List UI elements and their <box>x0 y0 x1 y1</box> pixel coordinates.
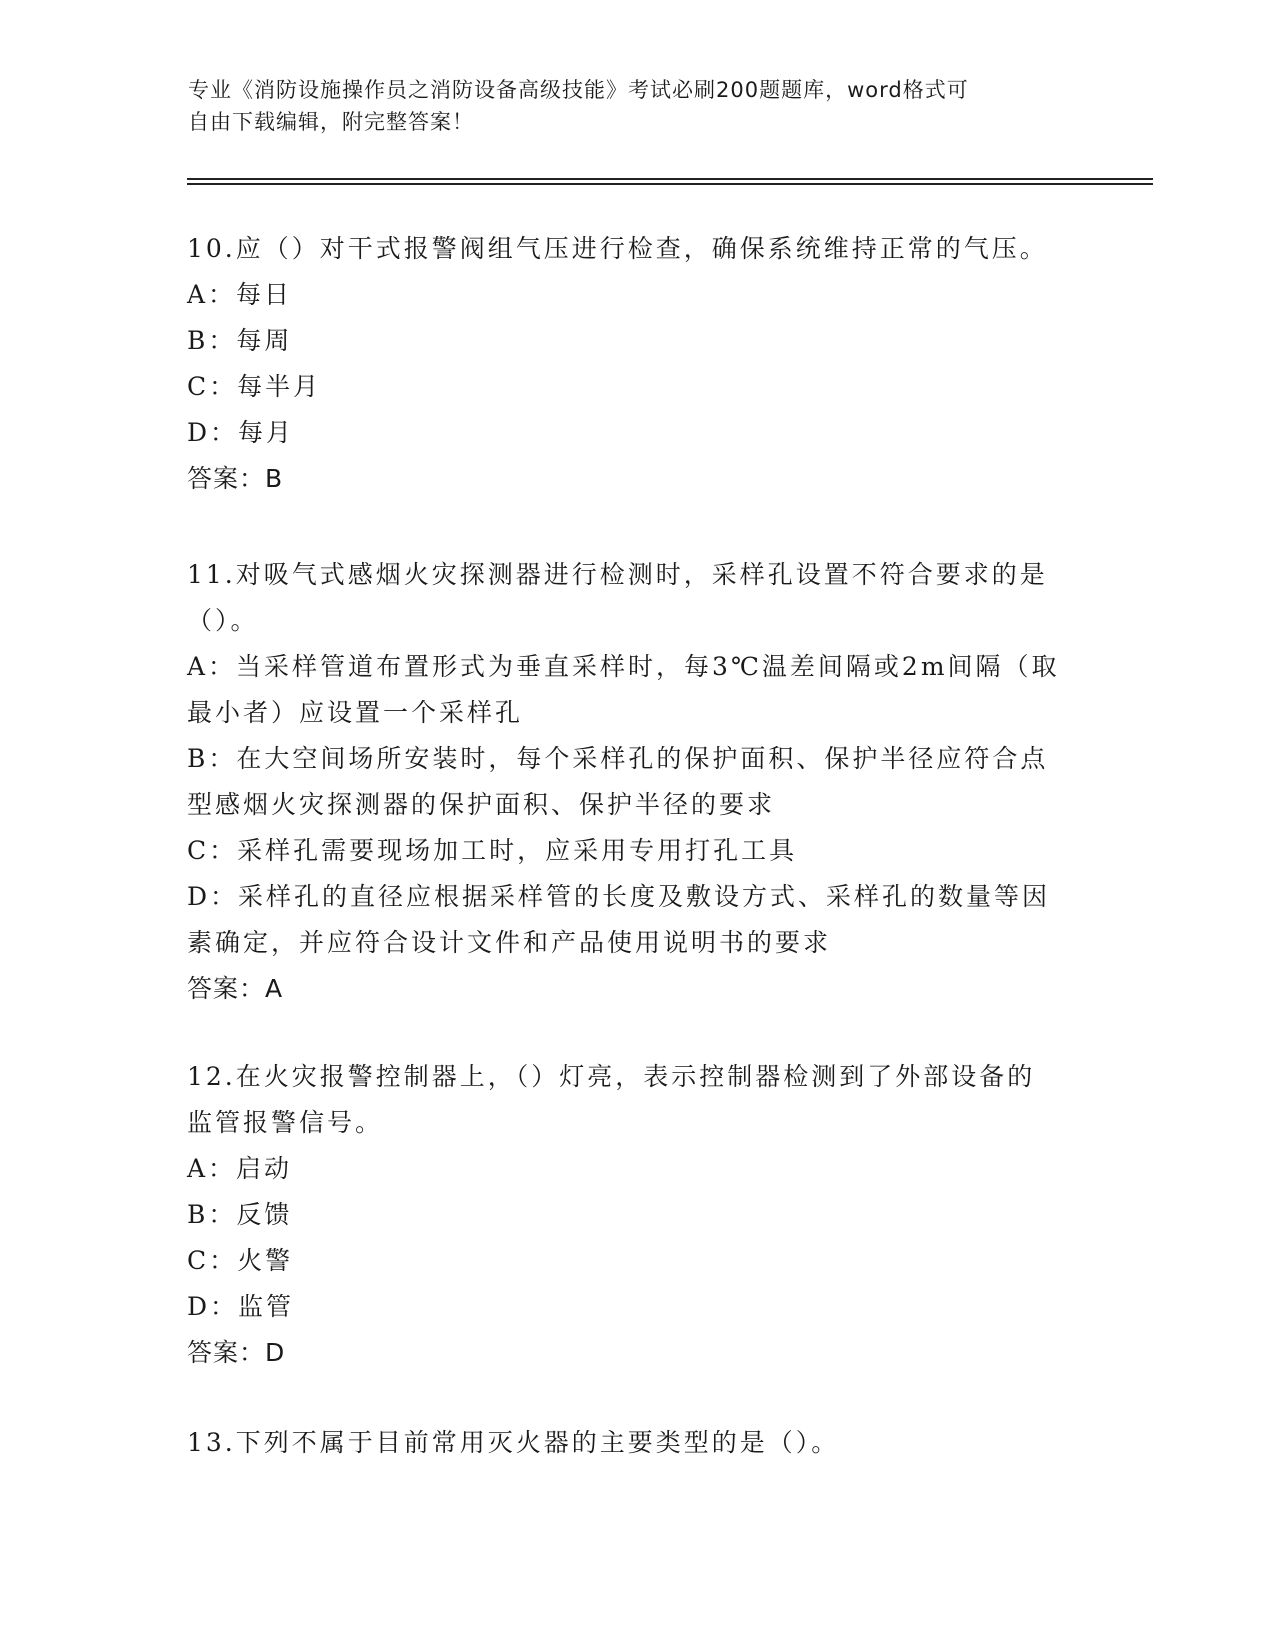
option-d: D：监管 <box>187 1292 295 1321</box>
option-d-cont: 素确定，并应符合设计文件和产品使用说明书的要求 <box>187 928 832 957</box>
option-b-cont: 型感烟火灾探测器的保护面积、保护半径的要求 <box>187 790 776 819</box>
answer: 答案：D <box>187 1338 286 1367</box>
answer: 答案：B <box>187 464 284 493</box>
question-stem: 10.应（）对干式报警阀组气压进行检查，确保系统维持正常的气压。 <box>187 234 1048 263</box>
header-divider-bottom <box>187 183 1153 185</box>
option-b: B：每周 <box>187 326 293 355</box>
header-line-2: 自由下载编辑，附完整答案！ <box>188 110 474 134</box>
question-stem: 13.下列不属于目前常用灭火器的主要类型的是（）。 <box>187 1428 840 1457</box>
option-c: C：采样孔需要现场加工时，应采用专用打孔工具 <box>187 836 798 865</box>
question-12 <box>187 1054 1087 1376</box>
option-c: C：每半月 <box>187 372 322 401</box>
question-stem-cont: （）。 <box>187 606 259 635</box>
question-stem-cont: 监管报警信号。 <box>187 1108 384 1137</box>
header-divider-top <box>187 178 1153 180</box>
option-d: D：每月 <box>187 418 295 447</box>
option-c: C：火警 <box>187 1246 294 1275</box>
question-11 <box>187 552 1087 1012</box>
answer: 答案：A <box>187 974 284 1003</box>
question-stem: 12.在火灾报警控制器上，（）灯亮，表示控制器检测到了外部设备的 <box>187 1062 1036 1091</box>
question-13 <box>187 1420 1087 1466</box>
option-a: A：启动 <box>187 1154 293 1183</box>
option-a-cont: 最小者）应设置一个采样孔 <box>187 698 524 727</box>
option-b: B：反馈 <box>187 1200 293 1229</box>
header-line-1: 专业《消防设施操作员之消防设备高级技能》考试必刷200题题库，word格式可 <box>188 78 969 102</box>
option-a: A：当采样管道布置形式为垂直采样时，每3℃温差间隔或2m间隔（取 <box>187 652 1060 681</box>
question-stem: 11.对吸气式感烟火灾探测器进行检测时，采样孔设置不符合要求的是 <box>187 560 1048 589</box>
document-header <box>188 74 1088 138</box>
option-b: B：在大空间场所安装时，每个采样孔的保护面积、保护半径应符合点 <box>187 744 1049 773</box>
option-a: A：每日 <box>187 280 293 309</box>
option-d: D：采样孔的直径应根据采样管的长度及敷设方式、采样孔的数量等因 <box>187 882 1051 911</box>
question-10 <box>187 226 1087 502</box>
